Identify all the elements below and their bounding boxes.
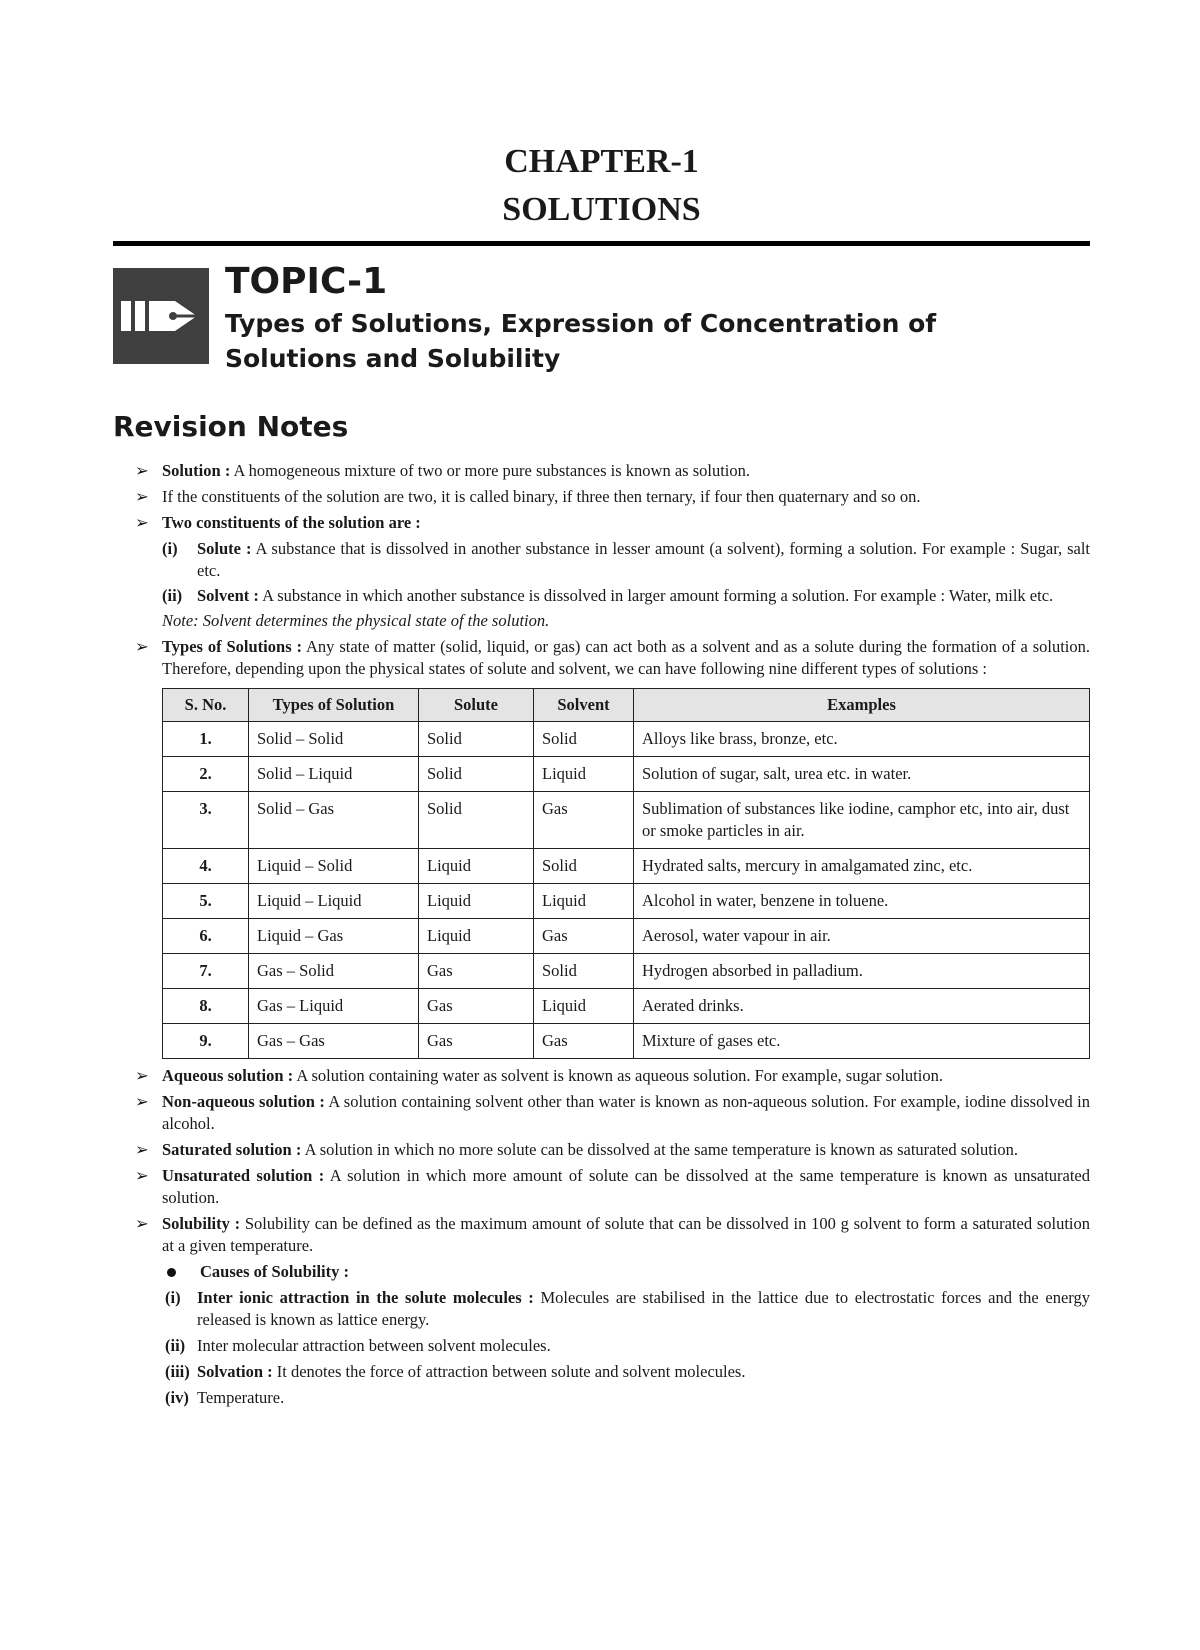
definition: A homogeneous mixture of two or more pure substances is known as solution. <box>230 461 750 480</box>
table-row <box>163 757 1090 792</box>
cell-solute: Liquid <box>419 884 534 919</box>
cell-type: Liquid – Solid <box>249 849 419 884</box>
note-unsaturated <box>135 1165 1090 1209</box>
note-solution <box>135 460 1090 482</box>
cell-type: Liquid – Gas <box>249 919 419 954</box>
topic-subtitle: Types of Solutions, Expression of Concentration of Solutions and Solubility <box>225 309 937 373</box>
definition: A substance that is dissolved in another substance in lesser amount (a solvent), forming a solution. For example : Sugar, salt etc. <box>197 539 1091 580</box>
header-solvent: Solvent <box>534 689 634 722</box>
definition: A solution in which no more solute can be dissolved at the same temperature is known as saturated solution. <box>301 1140 1019 1159</box>
arrow-bullet-icon: ➢ <box>135 461 149 480</box>
cell-solvent: Liquid <box>534 757 634 792</box>
term: Causes of Solubility : <box>200 1262 349 1281</box>
cell-example: Alcohol in water, benzene in toluene. <box>634 884 1090 919</box>
cell-example: Aerated drinks. <box>634 989 1090 1024</box>
note-label: Note: <box>162 611 199 630</box>
definition: A solution containing water as solvent is known as aqueous solution. For example, sugar solution. <box>293 1066 943 1085</box>
term: Solution : <box>162 461 231 480</box>
term: Unsaturated solution : <box>162 1166 325 1185</box>
heading-rule <box>113 241 1090 246</box>
item-number: (iii) <box>165 1362 190 1381</box>
cell-sno: 3. <box>163 792 249 849</box>
table-row <box>163 989 1090 1024</box>
item-number: (i) <box>162 539 178 558</box>
topic-title: TOPIC-1 <box>225 261 388 302</box>
cause-item <box>135 1361 1090 1383</box>
term: Saturated solution : <box>162 1140 302 1159</box>
table-row <box>163 792 1090 849</box>
cell-example: Hydrogen absorbed in palladium. <box>634 954 1090 989</box>
cause-item <box>135 1335 1090 1357</box>
cell-type: Solid – Liquid <box>249 757 419 792</box>
term: Solute : <box>197 539 252 558</box>
causes-heading <box>135 1261 1090 1283</box>
definition: Inter molecular attraction between solvent molecules. <box>197 1336 551 1355</box>
arrow-bullet-icon: ➢ <box>135 1092 149 1111</box>
note-types <box>135 636 1090 680</box>
cell-example: Aerosol, water vapour in air. <box>634 919 1090 954</box>
cell-type: Liquid – Liquid <box>249 884 419 919</box>
term: Types of Solutions : <box>162 637 303 656</box>
term: Aqueous solution : <box>162 1066 294 1085</box>
cell-example: Sublimation of substances like iodine, camphor etc, into air, dust or smoke particles in air. <box>634 792 1090 849</box>
revision-notes-heading: Revision Notes <box>113 410 349 443</box>
dot-bullet-icon <box>167 1268 176 1277</box>
note-solute <box>135 538 1090 582</box>
chapter-heading <box>113 138 1090 234</box>
term: Solvent : <box>197 586 259 605</box>
cell-example: Hydrated salts, mercury in amalgamated zinc, etc. <box>634 849 1090 884</box>
definition: Any state of matter (solid, liquid, or gas) can act both as a solvent and as a solute during the formation of a solution. Therefore, depending upon the physical states of solute and solvent, we can have following nine different types of solutions : <box>162 637 1090 678</box>
item-number: (i) <box>165 1288 181 1307</box>
table-row <box>163 919 1090 954</box>
definition: Molecules are stabilised in the lattice due to electrostatic forces and the energy released is known as lattice energy. <box>197 1288 1090 1329</box>
cell-solvent: Liquid <box>534 989 634 1024</box>
cell-solute: Gas <box>419 1024 534 1059</box>
cell-sno: 7. <box>163 954 249 989</box>
cell-sno: 9. <box>163 1024 249 1059</box>
cell-example: Mixture of gases etc. <box>634 1024 1090 1059</box>
cell-type: Gas – Liquid <box>249 989 419 1024</box>
cause-item <box>135 1287 1090 1331</box>
definition: Solubility can be defined as the maximum amount of solute that can be dissolved in 100 g solvent to form a saturated solution at a given temperature. <box>162 1214 1091 1255</box>
table-row <box>163 722 1090 757</box>
cell-solute: Liquid <box>419 849 534 884</box>
cell-type: Gas – Gas <box>249 1024 419 1059</box>
note-two-constituents <box>135 512 1090 534</box>
arrow-bullet-icon: ➢ <box>135 487 149 506</box>
table-body <box>163 722 1090 1059</box>
chapter-title: SOLUTIONS <box>502 191 701 228</box>
item-number: (ii) <box>162 586 183 605</box>
definition: A solution in which more amount of solute can be dissolved at the same temperature is known as unsaturated solution. <box>162 1166 1090 1207</box>
table-row <box>163 1024 1090 1059</box>
header-type: Types of Solution <box>249 689 419 722</box>
table-row <box>163 954 1090 989</box>
term: Solvation : <box>197 1362 273 1381</box>
cell-solute: Liquid <box>419 919 534 954</box>
cell-solvent: Solid <box>534 722 634 757</box>
table-header-row <box>163 689 1090 722</box>
cell-type: Gas – Solid <box>249 954 419 989</box>
notes-body <box>135 460 1090 1413</box>
cell-sno: 5. <box>163 884 249 919</box>
item-number: (ii) <box>165 1336 186 1355</box>
chapter-number: CHAPTER-1 <box>504 143 699 180</box>
cell-solute: Gas <box>419 954 534 989</box>
cell-solvent: Gas <box>534 1024 634 1059</box>
note-solvent <box>135 585 1090 607</box>
definition: If the constituents of the solution are two, it is called binary, if three then ternary, if four then quaternary and so on. <box>162 487 921 506</box>
cell-solute: Solid <box>419 792 534 849</box>
note-text <box>135 610 1090 632</box>
term: Solubility : <box>162 1214 241 1233</box>
cell-sno: 2. <box>163 757 249 792</box>
term: Inter ionic attraction in the solute molecules : <box>197 1288 534 1307</box>
cell-solvent: Solid <box>534 849 634 884</box>
arrow-bullet-icon: ➢ <box>135 1214 149 1233</box>
pen-nib-icon <box>113 268 209 364</box>
definition: Temperature. <box>197 1388 285 1407</box>
term: Two constituents of the solution are : <box>162 513 421 532</box>
cell-type: Solid – Solid <box>249 722 419 757</box>
note-solubility <box>135 1213 1090 1257</box>
cell-solute: Solid <box>419 757 534 792</box>
cell-solvent: Gas <box>534 792 634 849</box>
table-row <box>163 884 1090 919</box>
definition: A substance in which another substance is dissolved in larger amount forming a solution. For example : Water, milk etc. <box>258 586 1054 605</box>
item-number: (iv) <box>165 1388 189 1407</box>
note-binary <box>135 486 1090 508</box>
cell-example: Solution of sugar, salt, urea etc. in water. <box>634 757 1090 792</box>
topic-header <box>225 258 985 376</box>
note-body: Solvent determines the physical state of the solution. <box>198 611 550 630</box>
cell-solvent: Gas <box>534 919 634 954</box>
header-examples: Examples <box>634 689 1090 722</box>
cell-solvent: Solid <box>534 954 634 989</box>
term: Non-aqueous solution : <box>162 1092 325 1111</box>
header-sno: S. No. <box>163 689 249 722</box>
arrow-bullet-icon: ➢ <box>135 1166 149 1185</box>
definition: A solution containing solvent other than water is known as non-aqueous solution. For example, iodine dissolved in alcohol. <box>162 1092 1091 1133</box>
cell-example: Alloys like brass, bronze, etc. <box>634 722 1090 757</box>
header-solute: Solute <box>419 689 534 722</box>
cell-sno: 6. <box>163 919 249 954</box>
cell-solute: Solid <box>419 722 534 757</box>
definition: It denotes the force of attraction between solute and solvent molecules. <box>272 1362 746 1381</box>
cell-sno: 4. <box>163 849 249 884</box>
cell-solvent: Liquid <box>534 884 634 919</box>
arrow-bullet-icon: ➢ <box>135 637 149 656</box>
cell-solute: Gas <box>419 989 534 1024</box>
cell-type: Solid – Gas <box>249 792 419 849</box>
table-row <box>163 849 1090 884</box>
note-aqueous <box>135 1065 1090 1087</box>
cell-sno: 1. <box>163 722 249 757</box>
note-saturated <box>135 1139 1090 1161</box>
arrow-bullet-icon: ➢ <box>135 1066 149 1085</box>
cause-item <box>135 1387 1090 1409</box>
arrow-bullet-icon: ➢ <box>135 513 149 532</box>
note-non-aqueous <box>135 1091 1090 1135</box>
solution-types-table <box>162 688 1090 1059</box>
arrow-bullet-icon: ➢ <box>135 1140 149 1159</box>
cell-sno: 8. <box>163 989 249 1024</box>
